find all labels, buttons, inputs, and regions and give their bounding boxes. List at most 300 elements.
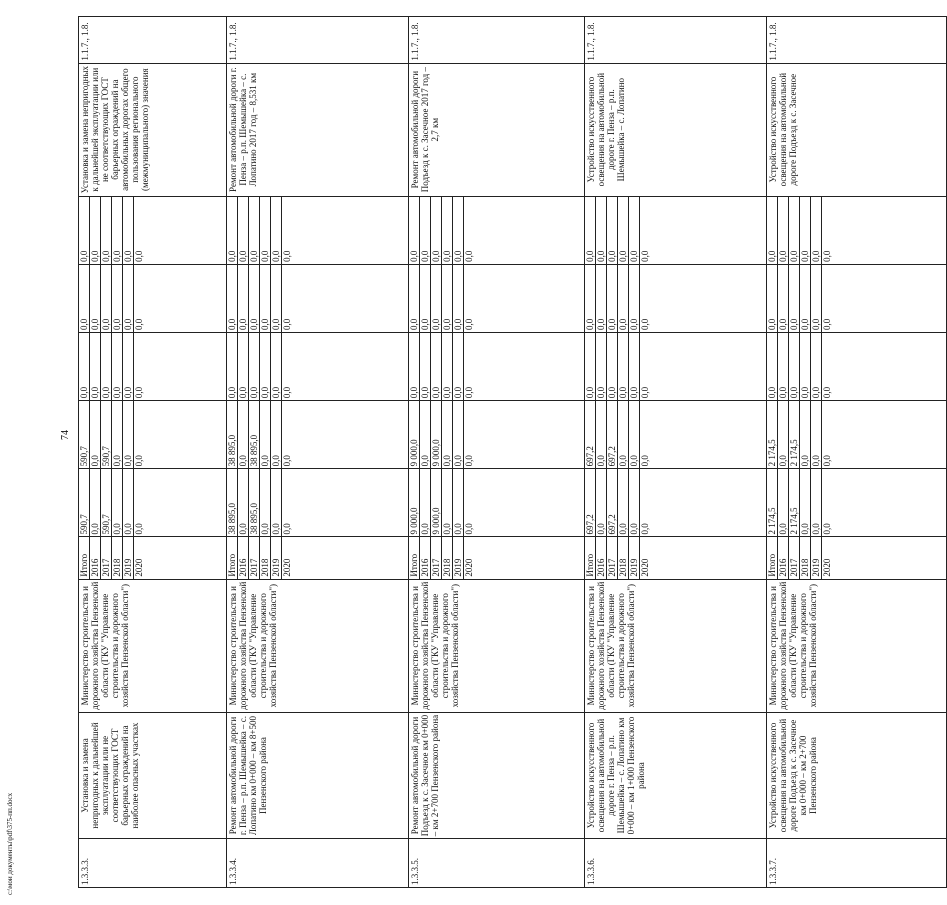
year-column-value: 2020 xyxy=(282,558,292,577)
federal-budget-column-value: 0,0 xyxy=(800,333,811,400)
other-sources-column-list xyxy=(227,197,292,264)
sub-row xyxy=(464,469,475,536)
sub-row xyxy=(585,197,596,264)
sub-row xyxy=(238,333,249,400)
sub-row xyxy=(640,265,651,332)
local-budget-column-value: 0,0 xyxy=(464,318,474,330)
sub-row xyxy=(227,265,238,332)
year-column-value: 2019 xyxy=(123,537,134,578)
sub-row xyxy=(260,197,271,264)
other-sources-column-value: 0,0 xyxy=(271,197,282,264)
local-budget-column-value: 0,0 xyxy=(90,265,101,332)
sub-row xyxy=(629,401,640,468)
year-column-list xyxy=(79,537,144,578)
sub-row xyxy=(134,537,145,578)
local-budget-column-value: 0,0 xyxy=(282,318,292,330)
indicator-link: 1.1.7., 1.8. xyxy=(409,17,585,64)
local-budget-column xyxy=(227,264,409,332)
local-budget-column-value: 0,0 xyxy=(249,265,260,332)
local-budget-column-value: 0,0 xyxy=(778,265,789,332)
sub-row xyxy=(409,537,420,578)
other-sources-column-value: 0,0 xyxy=(134,250,144,262)
other-sources-column xyxy=(79,196,227,264)
sub-row xyxy=(420,401,431,468)
local-budget-column-value: 0,0 xyxy=(409,265,420,332)
year-column-value: 2020 xyxy=(822,558,832,577)
year-column-value: 2016 xyxy=(420,537,431,578)
federal-budget-column-value: 0,0 xyxy=(420,333,431,400)
local-budget-column-value: 0,0 xyxy=(271,265,282,332)
sub-row xyxy=(271,469,282,536)
responsible-executor: Министерство строительства и дорожного хозяйства Пензенской области (ГКУ "Управление строительства и дорожного хозяйства Пензенской области") xyxy=(767,579,947,712)
other-sources-column-value: 0,0 xyxy=(585,197,596,264)
other-sources-column xyxy=(585,196,767,264)
sub-row xyxy=(629,265,640,332)
federal-budget-column-value: 0,0 xyxy=(767,333,778,400)
sub-row xyxy=(238,469,249,536)
sub-row xyxy=(629,537,640,578)
total-funding-column xyxy=(227,469,409,537)
total-funding-column-value: 0,0 xyxy=(464,523,474,535)
sub-row xyxy=(90,537,101,578)
sub-row xyxy=(90,265,101,332)
sub-row xyxy=(282,401,293,468)
sub-row xyxy=(442,469,453,536)
year-column-value: 2016 xyxy=(90,537,101,578)
regional-budget-column xyxy=(227,401,409,469)
federal-budget-column-value: 0,0 xyxy=(90,333,101,400)
indicator-link: 1.1.7., 1.8. xyxy=(79,17,227,64)
sub-row xyxy=(101,265,112,332)
total-funding-column xyxy=(585,469,767,537)
other-sources-column-value: 0,0 xyxy=(112,197,123,264)
other-sources-column-list xyxy=(79,197,144,264)
sub-row xyxy=(822,537,833,578)
sub-row xyxy=(249,333,260,400)
sub-row xyxy=(618,537,629,578)
federal-budget-column-value: 0,0 xyxy=(464,386,474,399)
sub-row xyxy=(640,537,651,578)
year-column-value: 2016 xyxy=(778,537,789,578)
sub-row xyxy=(420,469,431,536)
sub-row xyxy=(800,197,811,264)
total-funding-column-value: 0,0 xyxy=(629,469,640,536)
year-column-list xyxy=(227,537,292,578)
sub-row xyxy=(123,401,134,468)
federal-budget-column-value: 0,0 xyxy=(249,333,260,400)
year-column-value: 2017 xyxy=(101,537,112,578)
total-funding-column-value: 9 000,0 xyxy=(409,469,420,536)
activity-name: Устройство искусственного освещения на автомобильной дороге г. Пенза – р.п. Шемышейка – с. Лопатино км 0+000 – км 1+000 Пензенского района xyxy=(585,712,767,839)
local-budget-column-value: 0,0 xyxy=(822,318,832,330)
sub-row xyxy=(778,333,789,400)
regional-budget-column-value: 590,7 xyxy=(101,401,112,468)
year-column-value: 2018 xyxy=(260,537,271,578)
year-column xyxy=(767,537,947,579)
sub-row xyxy=(453,537,464,578)
year-column-value: Итого xyxy=(79,537,90,578)
local-budget-column-value: 0,0 xyxy=(585,265,596,332)
total-funding-column-value: 0,0 xyxy=(442,469,453,536)
local-budget-column-value: 0,0 xyxy=(618,265,629,332)
year-column xyxy=(227,537,409,579)
sub-row xyxy=(227,401,238,468)
sub-row xyxy=(629,333,640,400)
local-budget-column-value: 0,0 xyxy=(789,265,800,332)
federal-budget-column-value: 0,0 xyxy=(431,333,442,400)
federal-budget-column-list xyxy=(227,333,292,400)
other-sources-column-value: 0,0 xyxy=(629,197,640,264)
total-funding-column-value: 0,0 xyxy=(271,469,282,536)
local-budget-column-value: 0,0 xyxy=(101,265,112,332)
local-budget-column-value: 0,0 xyxy=(767,265,778,332)
sub-row xyxy=(596,537,607,578)
sub-row xyxy=(596,401,607,468)
total-funding-column-value: 0,0 xyxy=(420,469,431,536)
year-column-value: 2017 xyxy=(249,537,260,578)
total-funding-column-list xyxy=(585,469,650,536)
sub-row xyxy=(409,401,420,468)
sub-row xyxy=(767,197,778,264)
regional-budget-column-value: 0,0 xyxy=(464,455,474,467)
other-sources-column-value: 0,0 xyxy=(800,197,811,264)
total-funding-column-value: 0,0 xyxy=(112,469,123,536)
sub-row xyxy=(767,537,778,578)
sub-row xyxy=(442,537,453,578)
sub-row xyxy=(789,537,800,578)
sub-row xyxy=(585,401,596,468)
local-budget-column xyxy=(79,264,227,332)
sub-row xyxy=(607,265,618,332)
sub-row xyxy=(442,333,453,400)
expected-result: Ремонт автомобильной дороги Подъезд к с. Засечное 2017 год – 2,7 км xyxy=(409,63,585,196)
sub-row xyxy=(238,197,249,264)
regional-budget-column-list xyxy=(767,401,832,468)
sub-row xyxy=(123,333,134,400)
row-number: 1.3.3.7. xyxy=(767,839,947,888)
sub-row xyxy=(585,333,596,400)
year-column-value: Итого xyxy=(409,537,420,578)
year-column-value: 2019 xyxy=(629,537,640,578)
sub-row xyxy=(464,537,475,578)
regional-budget-column-value: 0,0 xyxy=(238,401,249,468)
sub-row xyxy=(629,469,640,536)
sub-row xyxy=(282,537,293,578)
local-budget-column-value: 0,0 xyxy=(596,265,607,332)
sub-row xyxy=(811,537,822,578)
local-budget-column-value: 0,0 xyxy=(238,265,249,332)
other-sources-column-value: 0,0 xyxy=(778,197,789,264)
total-funding-column-value: 2 174,5 xyxy=(767,469,778,536)
total-funding-column-value: 0,0 xyxy=(822,523,832,535)
other-sources-column-value: 0,0 xyxy=(767,197,778,264)
year-column-value: 2016 xyxy=(238,537,249,578)
sub-row xyxy=(767,333,778,400)
other-sources-column-list xyxy=(585,197,650,264)
sub-row xyxy=(227,537,238,578)
year-column-value: 2018 xyxy=(442,537,453,578)
year-column-value: Итого xyxy=(767,537,778,578)
sub-row xyxy=(420,265,431,332)
sub-row xyxy=(227,469,238,536)
local-budget-column-value: 0,0 xyxy=(79,265,90,332)
sub-row xyxy=(249,265,260,332)
sub-row xyxy=(79,197,90,264)
regional-budget-column-value: 0,0 xyxy=(629,401,640,468)
sub-row xyxy=(800,333,811,400)
sub-row xyxy=(596,265,607,332)
federal-budget-column-value: 0,0 xyxy=(238,333,249,400)
total-funding-column-value: 38 895,0 xyxy=(249,469,260,536)
other-sources-column xyxy=(767,196,947,264)
year-column-value: 2018 xyxy=(618,537,629,578)
sub-row xyxy=(789,333,800,400)
federal-budget-column-list xyxy=(79,333,144,400)
sub-row xyxy=(822,197,833,264)
table-row xyxy=(767,17,947,888)
sub-row xyxy=(800,401,811,468)
federal-budget-column-value: 0,0 xyxy=(79,333,90,400)
year-column xyxy=(79,537,227,579)
local-budget-column-list xyxy=(409,265,474,332)
sub-row xyxy=(618,197,629,264)
other-sources-column-value: 0,0 xyxy=(282,250,292,262)
total-funding-column-list xyxy=(227,469,292,536)
sub-row xyxy=(79,469,90,536)
activity-name: Ремонт автомобильной дороги г. Пенза – р.п. Шемышейка – с. Лопатино км 0+000 – км 8+500 Пензенского района xyxy=(227,712,409,839)
other-sources-column-value: 0,0 xyxy=(464,250,474,262)
total-funding-column-value: 0,0 xyxy=(134,523,144,535)
sub-row xyxy=(811,401,822,468)
sub-row xyxy=(227,197,238,264)
sub-row xyxy=(607,401,618,468)
local-budget-column-list xyxy=(227,265,292,332)
sub-row xyxy=(431,333,442,400)
federal-budget-column-value: 0,0 xyxy=(822,386,832,399)
sub-row xyxy=(112,469,123,536)
sub-row xyxy=(123,537,134,578)
sub-row xyxy=(442,401,453,468)
sub-row xyxy=(112,333,123,400)
federal-budget-column-value: 0,0 xyxy=(260,333,271,400)
sub-row xyxy=(789,265,800,332)
other-sources-column-value: 0,0 xyxy=(90,197,101,264)
total-funding-column-value: 697,2 xyxy=(607,469,618,536)
total-funding-column-value: 0,0 xyxy=(778,469,789,536)
sub-row xyxy=(778,401,789,468)
regional-budget-column-value: 0,0 xyxy=(596,401,607,468)
regional-budget-column xyxy=(409,401,585,469)
sub-row xyxy=(260,265,271,332)
sub-row xyxy=(420,333,431,400)
year-column-value: 2019 xyxy=(271,537,282,578)
sub-row xyxy=(800,265,811,332)
other-sources-column-value: 0,0 xyxy=(607,197,618,264)
year-column-value: 2019 xyxy=(453,537,464,578)
row-number: 1.3.3.4. xyxy=(227,839,409,888)
sub-row xyxy=(789,469,800,536)
indicator-link: 1.1.7., 1.8. xyxy=(767,17,947,64)
sub-row xyxy=(409,265,420,332)
sub-row xyxy=(90,401,101,468)
regional-budget-column-value: 0,0 xyxy=(123,401,134,468)
sub-row xyxy=(134,401,145,468)
sub-row xyxy=(767,469,778,536)
total-funding-column-value: 2 174,5 xyxy=(789,469,800,536)
total-funding-column-value: 590,7 xyxy=(101,469,112,536)
other-sources-column-value: 0,0 xyxy=(238,197,249,264)
sub-row xyxy=(271,197,282,264)
federal-budget-column-value: 0,0 xyxy=(227,333,238,400)
sub-row xyxy=(79,265,90,332)
other-sources-column-value: 0,0 xyxy=(822,250,832,262)
sub-row xyxy=(431,265,442,332)
federal-budget-column-value: 0,0 xyxy=(640,386,650,399)
year-column-value: Итого xyxy=(585,537,596,578)
sub-row xyxy=(90,469,101,536)
page-number: 74 xyxy=(60,430,71,440)
regional-budget-column xyxy=(767,401,947,469)
sub-row xyxy=(238,537,249,578)
activity-name: Ремонт автомобильной дороги Подъезд к с. Засечное км 0+000 – км 2+700 Пензенского района xyxy=(409,712,585,839)
year-column-list xyxy=(585,537,650,578)
sub-row xyxy=(409,469,420,536)
sub-row xyxy=(134,333,145,400)
federal-budget-column-value: 0,0 xyxy=(629,333,640,400)
regional-budget-column-value: 2 174,5 xyxy=(767,401,778,468)
sub-row xyxy=(282,469,293,536)
sub-row xyxy=(618,401,629,468)
other-sources-column-list xyxy=(767,197,832,264)
row-number: 1.3.3.6. xyxy=(585,839,767,888)
sub-row xyxy=(800,537,811,578)
local-budget-column-value: 0,0 xyxy=(453,265,464,332)
other-sources-column-value: 0,0 xyxy=(618,197,629,264)
other-sources-column-value: 0,0 xyxy=(227,197,238,264)
federal-budget-column xyxy=(227,333,409,401)
local-budget-column-value: 0,0 xyxy=(123,265,134,332)
responsible-executor: Министерство строительства и дорожного хозяйства Пензенской области (ГКУ "Управление строительства и дорожного хозяйства Пензенской области") xyxy=(227,579,409,712)
regional-budget-column-value: 0,0 xyxy=(90,401,101,468)
year-column-value: 2020 xyxy=(640,558,650,577)
sub-row xyxy=(249,537,260,578)
federal-budget-column xyxy=(585,333,767,401)
federal-budget-column xyxy=(409,333,585,401)
sub-row xyxy=(464,401,475,468)
year-column-value: 2018 xyxy=(112,537,123,578)
local-budget-column-value: 0,0 xyxy=(112,265,123,332)
sub-row xyxy=(640,333,651,400)
sub-row xyxy=(453,265,464,332)
sub-row xyxy=(585,537,596,578)
local-budget-column-value: 0,0 xyxy=(134,318,144,330)
sub-row xyxy=(134,197,145,264)
year-column-value: 2017 xyxy=(431,537,442,578)
total-funding-column-value: 0,0 xyxy=(260,469,271,536)
other-sources-column-value: 0,0 xyxy=(596,197,607,264)
other-sources-column-value: 0,0 xyxy=(453,197,464,264)
sub-row xyxy=(767,265,778,332)
table-body xyxy=(79,17,947,888)
sub-row xyxy=(607,537,618,578)
sub-row xyxy=(767,401,778,468)
sub-row xyxy=(420,537,431,578)
sub-row xyxy=(101,469,112,536)
table-row xyxy=(585,17,767,888)
other-sources-column-value: 0,0 xyxy=(431,197,442,264)
federal-budget-column-list xyxy=(767,333,832,400)
total-funding-column-list xyxy=(79,469,144,536)
sub-row xyxy=(585,469,596,536)
federal-budget-column-value: 0,0 xyxy=(453,333,464,400)
sub-row xyxy=(442,265,453,332)
sub-row xyxy=(464,265,475,332)
sub-row xyxy=(260,469,271,536)
sub-row xyxy=(607,333,618,400)
sub-row xyxy=(453,401,464,468)
sub-row xyxy=(249,197,260,264)
total-funding-column xyxy=(767,469,947,537)
sub-row xyxy=(822,401,833,468)
sub-row xyxy=(134,469,145,536)
table-row xyxy=(409,17,585,888)
federal-budget-column xyxy=(79,333,227,401)
regional-budget-column-list xyxy=(585,401,650,468)
year-column-list xyxy=(767,537,832,578)
federal-budget-column-value: 0,0 xyxy=(271,333,282,400)
other-sources-column-value: 0,0 xyxy=(123,197,134,264)
sub-row xyxy=(123,265,134,332)
federal-budget-column-value: 0,0 xyxy=(123,333,134,400)
local-budget-column-value: 0,0 xyxy=(640,318,650,330)
regional-budget-column-value: 9 000,0 xyxy=(431,401,442,468)
sub-row xyxy=(629,197,640,264)
sub-row xyxy=(431,537,442,578)
other-sources-column-value: 0,0 xyxy=(789,197,800,264)
row-number: 1.3.3.5. xyxy=(409,839,585,888)
sub-row xyxy=(431,401,442,468)
sub-row xyxy=(123,197,134,264)
other-sources-column-value: 0,0 xyxy=(260,197,271,264)
year-column-value: 2016 xyxy=(596,537,607,578)
total-funding-column-value: 0,0 xyxy=(453,469,464,536)
sub-row xyxy=(822,333,833,400)
responsible-executor: Министерство строительства и дорожного хозяйства Пензенской области (ГКУ "Управление строительства и дорожного хозяйства Пензенской области") xyxy=(409,579,585,712)
sub-row xyxy=(640,197,651,264)
regional-budget-column-value: 0,0 xyxy=(282,455,292,467)
sub-row xyxy=(778,197,789,264)
sub-row xyxy=(800,469,811,536)
regional-budget-column xyxy=(79,401,227,469)
sub-row xyxy=(123,469,134,536)
local-budget-column-value: 0,0 xyxy=(607,265,618,332)
sub-row xyxy=(90,333,101,400)
total-funding-column xyxy=(409,469,585,537)
regional-budget-column-value: 697,2 xyxy=(585,401,596,468)
sub-row xyxy=(134,265,145,332)
total-funding-column-value: 38 895,0 xyxy=(227,469,238,536)
local-budget-column xyxy=(767,264,947,332)
federal-budget-column-value: 0,0 xyxy=(112,333,123,400)
sub-row xyxy=(260,537,271,578)
sub-row xyxy=(464,333,475,400)
total-funding-column-list xyxy=(767,469,832,536)
sub-row xyxy=(238,401,249,468)
regional-budget-column-value: 0,0 xyxy=(134,455,144,467)
sub-row xyxy=(442,197,453,264)
federal-budget-column xyxy=(767,333,947,401)
year-column-value: Итого xyxy=(227,537,238,578)
